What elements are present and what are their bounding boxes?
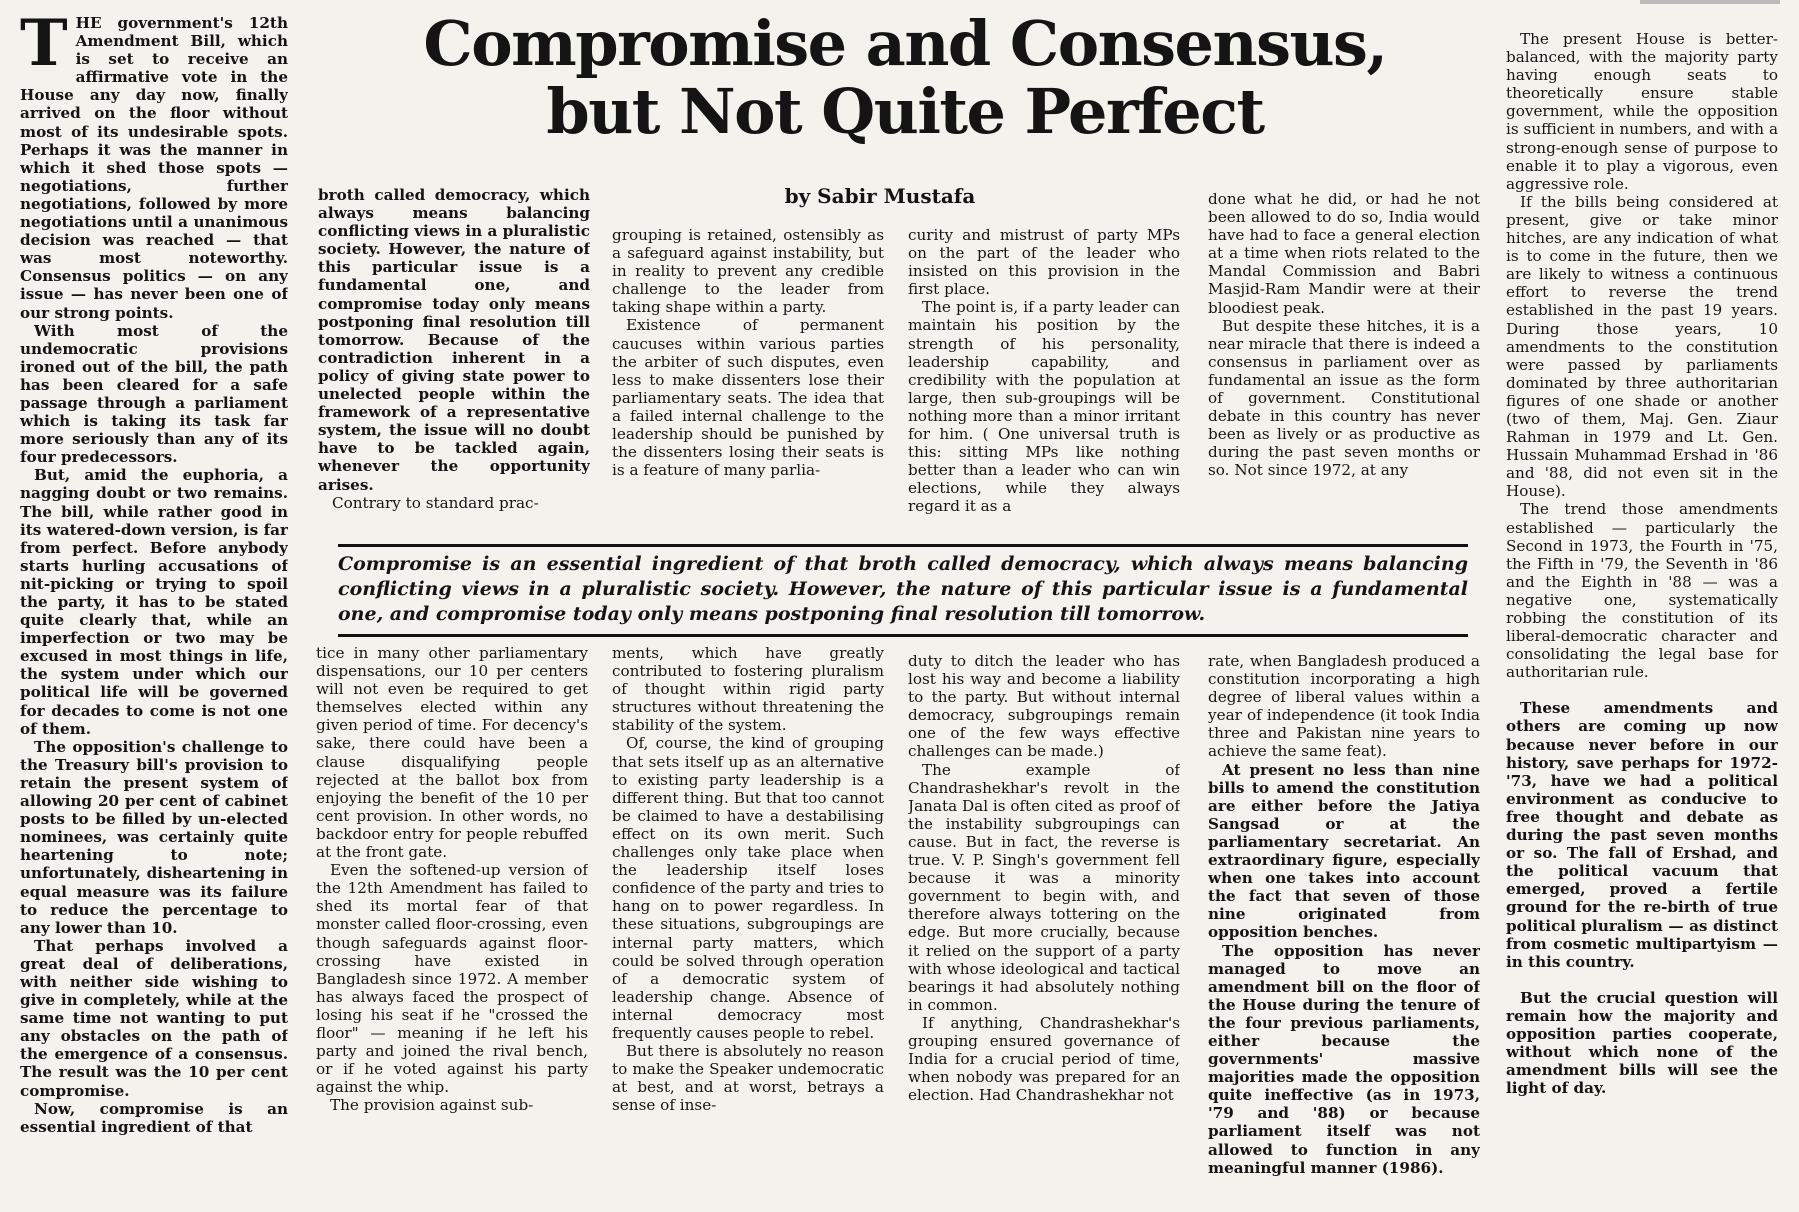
column-2-bottom: [316, 644, 588, 1210]
headline-line-2: but Not Quite Perfect: [546, 75, 1264, 148]
paragraph: curity and mistrust of party MPs on the part of the leader who insisted on this provision in the first place.: [908, 226, 1180, 299]
paragraph: With most of the undemocratic provisions ironed out of the bill, the path has been cleared for a safe passage through a parliament which is taking its task far more seriously than any of its four predecessors.: [20, 321, 288, 467]
column-3-bottom: [612, 644, 884, 1210]
column-6: [1506, 30, 1778, 1210]
paragraph: But, amid the euphoria, a nagging doubt or two remains. The bill, while rather good in its watered-down version, is far from perfect. Before anybody starts hurling accusations of nit-picking or trying to spoil the party, it has to be stated quite clearly that, while an imperfection or two may be excused in most things in life, the system under which our political life will be governed for decades to come is not one of them.: [20, 466, 288, 738]
paragraph: At present no less than nine bills to amend the constitution are either before the Jatiya Sangsad or at the parliamentary secretariat. An extraordinary figure, especially when one takes into account the fact that seven of those nine originated from opposition benches.: [1208, 760, 1480, 942]
page-edge-mark: [1640, 0, 1780, 4]
paragraph: ments, which have greatly contributed to fostering pluralism of thought within rigid party structures without threatening the stability of the system.: [612, 644, 884, 735]
column-2-top: [318, 186, 590, 532]
pullquote-rule-top: [338, 544, 1468, 547]
column-4-bottom: [908, 652, 1180, 1210]
drop-cap: T: [20, 14, 68, 81]
paragraph: duty to ditch the leader who has lost his way and become a liability to the party. But without internal democracy, subgroupings remain one of the few ways effective challenges can be made.): [908, 652, 1180, 761]
paragraph: But the crucial question will remain how the majority and opposition parties cooperate, without which none of the amendment bills will see the light of day.: [1506, 988, 1778, 1098]
lead-text: HE government's 12th Amendment Bill, which is set to receive an affirmative vote in the House any day now, finally arrived on the floor without most of its undesirable spots. Perhaps it was the manner in which it shed those spots — negotiations, further negotiations, followed by more negotiations until a unanimous decision was reached — that was most noteworthy. Consensus politics — on any issue — has never been one of our strong points.: [20, 14, 288, 322]
headline-line-1: Compromise and Consensus,: [423, 7, 1387, 80]
paragraph: tice in many other parliamentary dispensations, our 10 per centers will not even be required to get themselves elected within any given period of time. For decency's sake, there could have been a clause disqualifying people rejected at the ballot box from enjoying the benefit of the 10 per cent provision. In other words, no backdoor entry for people rebuffed at the front gate.: [316, 644, 588, 862]
column-3-top: [612, 226, 884, 532]
column-5-bottom: [1208, 652, 1480, 1210]
paragraph: If anything, Chandrashekhar's grouping ensured governance of India for a crucial period of time, when nobody was prepared for an election. Had Chandrashekhar not: [908, 1013, 1180, 1105]
paragraph: The opposition has never managed to move an amendment bill on the floor of the House during the tenure of the four previous parliaments, either because the governments' massive majorities made the opposition quite ineffective (as in 1973, '79 and '88) or because parliament itself was not allowed to function in any meaningful manner (1986).: [1208, 941, 1480, 1177]
paragraph: Contrary to standard prac-: [332, 493, 539, 512]
headline: [330, 7, 1480, 148]
paragraph: done what he did, or had he not been allowed to do so, India would have had to face a general election at a time when riots related to the Mandal Commission and Babri Masjid-Ram Mandir were at their bloodiest peak.: [1208, 190, 1480, 317]
column-1: [20, 14, 288, 1210]
paragraph: But despite these hitches, it is a near miracle that there is indeed a consensus in parliament over as fundamental an issue as the form of government. Constitutional debate in this country has never been as lively or as productive as during the past seven months or so. Not since 1972, at any: [1208, 316, 1480, 480]
pullquote: Compromise is an essential ingredient of that broth called democracy, which always means balancing conflicting views in a pluralistic society. However, the nature of this particular issue is a fundamental one, and compromise today only means postponing final resolution till tomorrow.: [338, 553, 1468, 625]
paragraph: Of, course, the kind of grouping that sets itself up as an alternative to existing party leadership is a different thing. But that too cannot be claimed to have a destabilising effect on its own merit. Such challenges only take place when the leadership itself loses confidence of the party and tries to hang on to power regardless. In these situations, subgroupings are internal party matters, which could be solved through operation of a democratic system of leadership change. Absence of internal democracy most frequently causes people to rebel.: [612, 734, 884, 1042]
paragraph: The trend those amendments established — particularly the Second in 1973, the Fourth in '75, the Fifth in '79, the Seventh in '86 and the Eighth in '88 — was a negative one, systematically robbing the constitution of its liberal-democratic character and consolidating the legal base for authoritarian rule.: [1506, 500, 1778, 682]
paragraph: Even the softened-up version of the 12th Amendment has failed to shed its mortal fear of that monster called floor-crossing, even though safeguards against floor-crossing have existed in Bangladesh since 1972. A member has always faced the prospect of losing his seat if he "crossed the floor" — meaning if he left his party and joined the rival bench, or if he voted against his party against the whip.: [316, 861, 588, 1097]
column-5-top: [1208, 190, 1480, 532]
paragraph: The example of Chandrashekhar's revolt in the Janata Dal is often cited as proof of the instability subgroupings can cause. But in fact, the reverse is true. V. P. Singh's government fell because it was a minority government to begin with, and therefore always tottering on the edge. But more crucially, because it relied on the support of a party with whose ideological and tactical bearings it had absolutely nothing in common.: [908, 760, 1180, 1014]
paragraph: grouping is retained, ostensibly as a safeguard against instability, but in reality to prevent any credible challenge to the leader from taking shape within a party.: [612, 226, 884, 317]
paragraph: Now, compromise is an essential ingredient of that: [20, 1099, 288, 1136]
paragraph: The opposition's challenge to the Treasury bill's provision to retain the present system of allowing 20 per cent of cabinet posts to be filled by un-elected nominees, was certainly quite heartening to note; unfortunately, disheartening in equal measure was its failure to reduce the percentage to any lower than 10.: [20, 737, 288, 937]
paragraph: The provision against sub-: [330, 1096, 534, 1115]
lead-paragraph: [20, 14, 288, 322]
paragraph: That perhaps involved a great deal of deliberations, with neither side wishing to give in completely, while at the same time not wanting to put any obstacles on the path of the emergence of a consensus. The result was the 10 per cent compromise.: [20, 936, 288, 1100]
paragraph: But there is absolutely no reason to make the Speaker undemocratic at best, and at worst, betrays a sense of inse-: [612, 1042, 884, 1115]
paragraph: These amendments and others are coming up now because never before in our history, save perhaps for 1972-'73, have we had a political environment as conducive to free thought and debate as during the past seven months or so. The fall of Ershad, and the political vacuum that emerged, proved a fertile ground for the re-birth of true political pluralism — as distinct from cosmetic multipartyism — in this country.: [1506, 699, 1778, 971]
column-4-top: [908, 226, 1180, 532]
paragraph: The point is, if a party leader can maintain his position by the strength of his personality, leadership capability, and credibility with the population at large, then sub-groupings will be nothing more than a minor irritant for him. ( One universal truth is this: sitting MPs like nothing better than a leader who can win elections, while they always regard it as a: [908, 298, 1180, 516]
byline: by Sabir Mustafa: [784, 184, 976, 208]
paragraph: Existence of permanent caucuses within various parties the arbiter of such disputes, even less to make dissenters lose their parliamentary seats. The idea that a failed internal challenge to the leadership should be punished by the dissenters losing their seats is is a feature of many parlia-: [612, 316, 884, 480]
paragraph: broth called democracy, which always means balancing conflicting views in a pluralistic society. However, the nature of this particular issue is a fundamental one, and compromise today only means postponing final resolution till tomorrow. Because of the contradiction inherent in a policy of giving state power to unelected people within the framework of a representative system, the issue will no doubt have to be tackled again, whenever the opportunity arises.: [318, 186, 590, 494]
paragraph: rate, when Bangladesh produced a constitution incorporating a high degree of liberal values within a year of independence (it took India three and Pakistan nine years to achieve the same feat).: [1208, 652, 1480, 761]
paragraph: The present House is better-balanced, with the majority party having enough seats to theoretically ensure stable government, while the opposition is sufficient in numbers, and with a strong-enough sense of purpose to enable it to play a vigorous, even aggressive role.: [1506, 30, 1778, 193]
paragraph: If the bills being considered at present, give or take minor hitches, are any indication of what is to come in the future, then we are likely to witness a continuous effort to reverse the trend established in the past 19 years. During those years, 10 amendments to the constitution were passed by parliaments dominated by three authoritarian figures of one shade or another (two of them, Maj. Gen. Ziaur Rahman in 1979 and Lt. Gen. Hussain Muhammad Ershad in '86 and '88, did not even sit in the House).: [1506, 192, 1778, 501]
pullquote-rule-bottom: [338, 634, 1468, 637]
